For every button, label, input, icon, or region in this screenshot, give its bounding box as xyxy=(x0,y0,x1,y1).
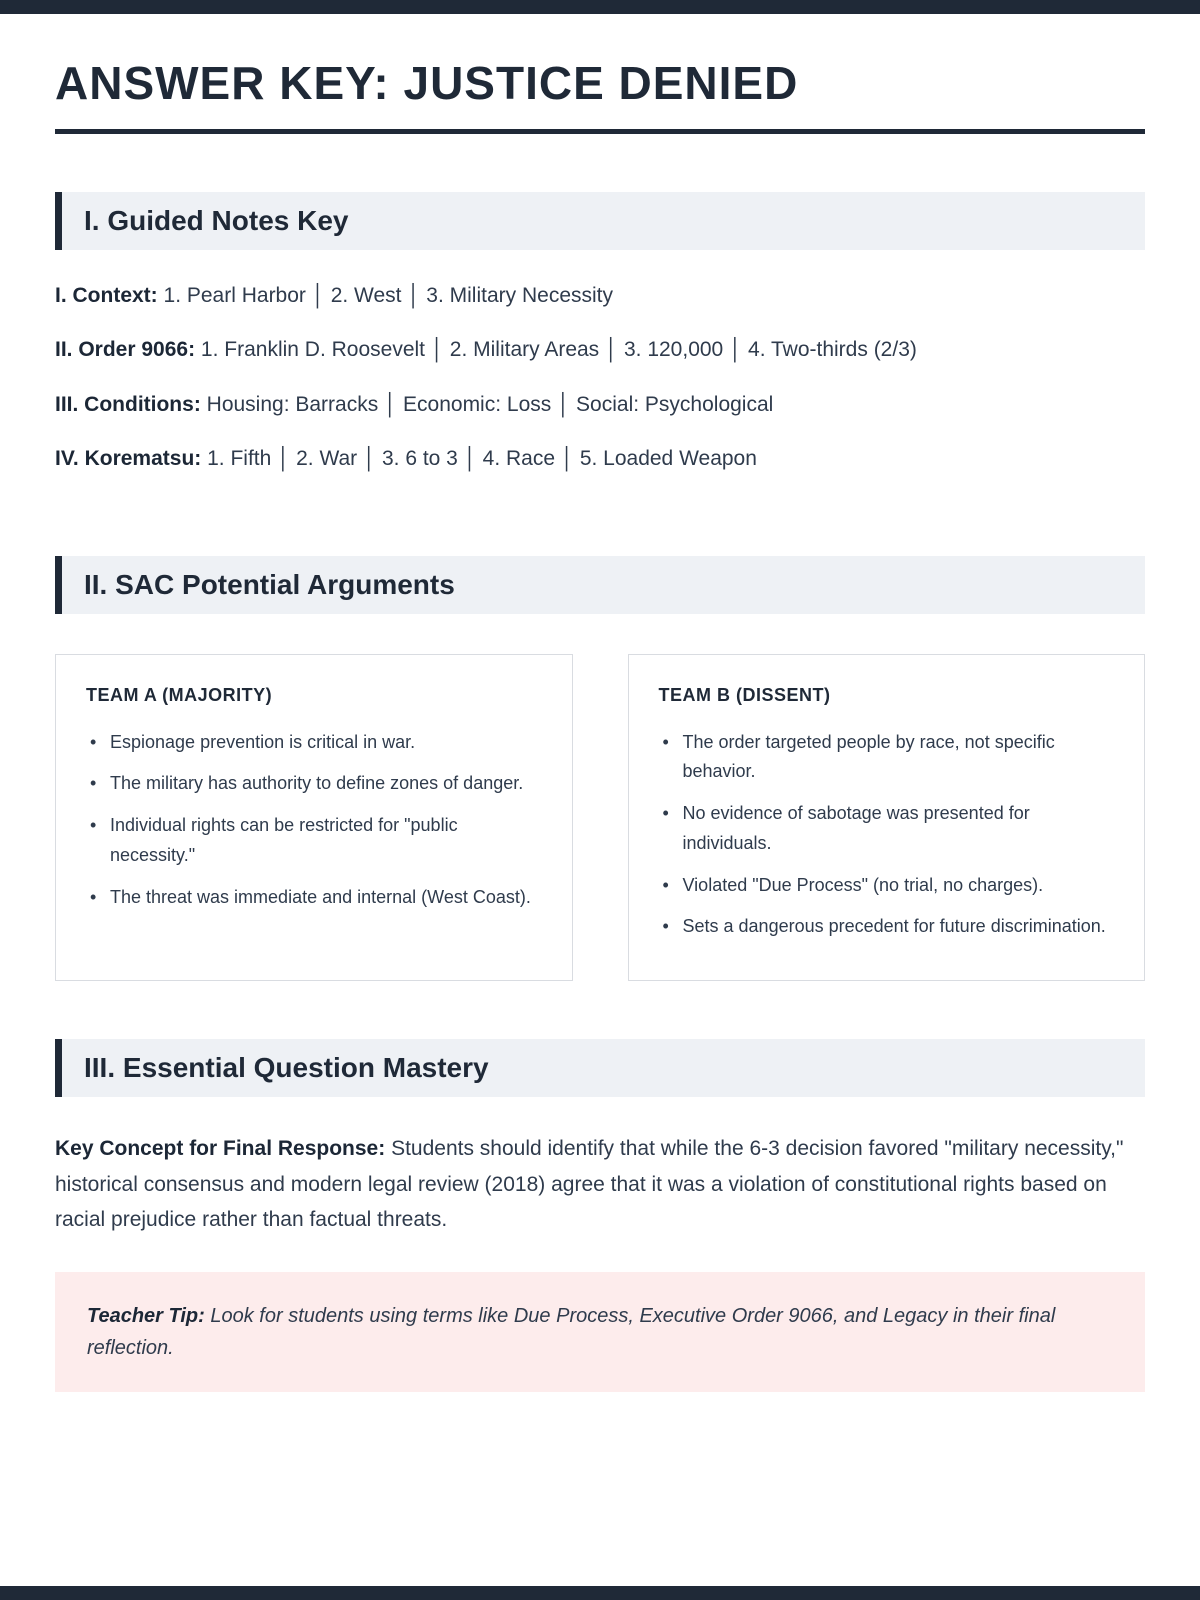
team-a-card xyxy=(55,654,573,981)
team-b-bullet: • Violated "Due Process" (no trial, no charges). xyxy=(659,871,1115,901)
team-b-bullet: • No evidence of sabotage was presented for individuals. xyxy=(659,799,1115,858)
team-a-bullet: • The military has authority to define zones of danger. xyxy=(86,769,542,799)
essential-question-section xyxy=(55,981,1145,1392)
note-label: IV. Korematsu: xyxy=(55,447,202,471)
key-concept-text: Students should identify that while the 6-3 decision favored "military necessity," historical consensus and modern legal review (2018) agree that it was a violation of constitutional rights based on racial prejudice rather than factual threats. xyxy=(55,1136,1124,1232)
note-text: 1. Fifth │ 2. War │ 3. 6 to 3 │ 4. Race │ 5. Loaded Weapon xyxy=(207,447,757,471)
page-title: ANSWER KEY: JUSTICE DENIED xyxy=(55,57,799,109)
key-concept-label: Key Concept for Final Response: xyxy=(55,1136,386,1160)
note-label: III. Conditions: xyxy=(55,392,201,416)
teacher-tip-text: Look for students using terms like Due Process, Executive Order 9066, and Legacy in their final reflection. xyxy=(87,1304,1056,1359)
team-a-bullet: • The threat was immediate and internal (West Coast). xyxy=(86,883,542,913)
section-heading-guided-notes: I. Guided Notes Key xyxy=(55,192,1145,250)
note-label: II. Order 9066: xyxy=(55,338,196,362)
note-line-order-9066 xyxy=(55,334,1145,367)
team-a-bullet: • Individual rights can be restricted for "public necessity." xyxy=(86,811,542,870)
team-a-title: TEAM A (MAJORITY) xyxy=(86,684,273,705)
section-heading-sac: II. SAC Potential Arguments xyxy=(55,556,1145,614)
note-line-korematsu xyxy=(55,443,1145,476)
note-label: I. Context: xyxy=(55,283,158,307)
guided-notes-list xyxy=(55,280,1145,476)
guided-notes-section xyxy=(55,134,1145,498)
team-b-bullet: • Sets a dangerous precedent for future discrimination. xyxy=(659,912,1115,942)
key-concept-paragraph xyxy=(55,1131,1145,1238)
team-a-bullet: • Espionage prevention is critical in war. xyxy=(86,728,542,758)
note-text: 1. Franklin D. Roosevelt │ 2. Military Areas │ 3. 120,000 │ 4. Two-thirds (2/3) xyxy=(200,338,917,362)
team-a-bullet-list xyxy=(86,728,542,912)
note-text: 1. Pearl Harbor │ 2. West │ 3. Military Necessity xyxy=(163,283,614,307)
team-b-bullet: • The order targeted people by race, not specific behavior. xyxy=(659,728,1115,787)
team-b-card xyxy=(628,654,1146,981)
sac-arguments-section xyxy=(55,498,1145,981)
team-b-title: TEAM B (DISSENT) xyxy=(658,684,831,705)
teacher-tip-paragraph xyxy=(87,1300,1113,1364)
sac-cards-row xyxy=(55,654,1145,981)
bottom-accent-bar xyxy=(0,1586,1200,1600)
document-content xyxy=(0,14,1200,1586)
note-line-context xyxy=(55,280,1145,313)
note-line-conditions xyxy=(55,389,1145,422)
teacher-tip-label: Teacher Tip: xyxy=(87,1304,205,1327)
top-accent-bar xyxy=(0,0,1200,14)
note-text: Housing: Barracks │ Economic: Loss │ Social: Psychological xyxy=(206,392,774,416)
team-b-bullet-list xyxy=(659,728,1115,942)
bottom-spacer xyxy=(55,1392,1145,1586)
teacher-tip-box xyxy=(55,1272,1145,1392)
section-heading-essential-question: III. Essential Question Mastery xyxy=(55,1039,1145,1097)
